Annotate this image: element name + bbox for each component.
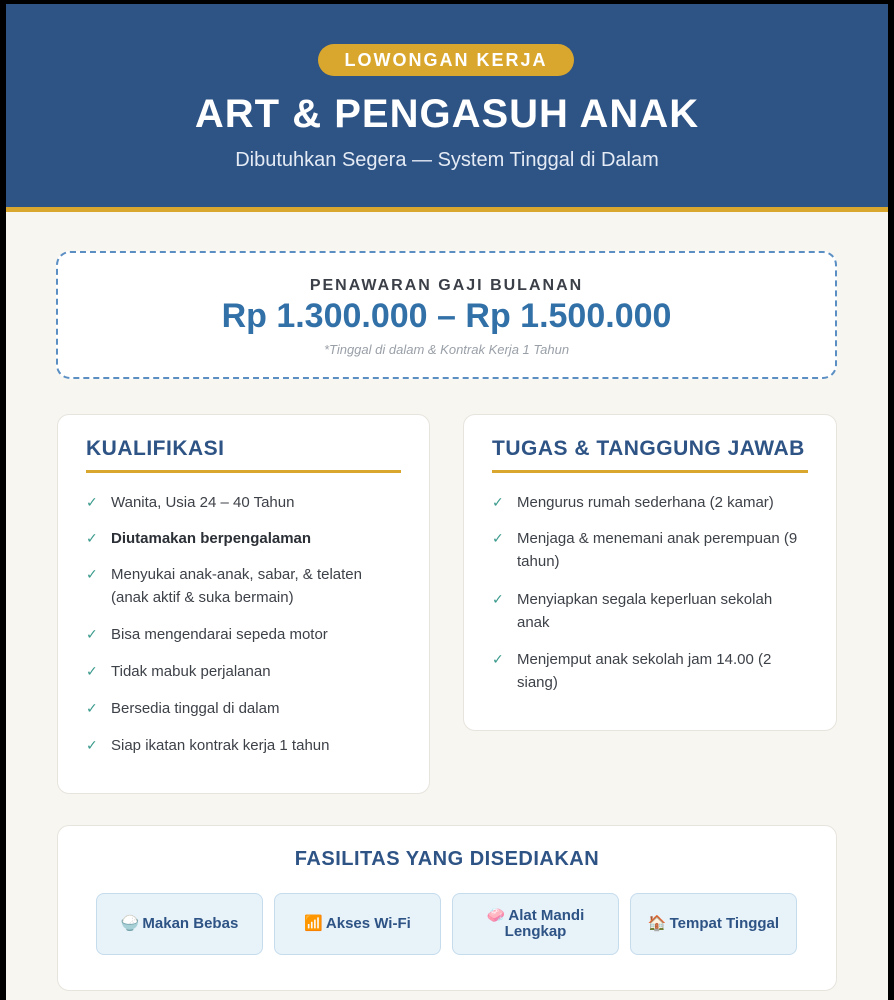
page-title: ART & PENGASUH ANAK [194, 92, 700, 136]
list-item [86, 697, 406, 720]
house-icon: 🏠 [647, 915, 667, 932]
check-icon: ✓ [492, 494, 504, 510]
list-item [492, 527, 812, 573]
facilities-card [57, 825, 837, 991]
list-item [86, 491, 406, 514]
list-item [492, 491, 812, 514]
list-item [86, 527, 406, 550]
facility-item-toiletries [452, 893, 619, 955]
list-item-text: Bersedia tinggal di dalam [111, 700, 280, 717]
list-item-text: Bisa mengendarai sepeda motor [111, 626, 328, 643]
job-poster [6, 4, 888, 1000]
facility-label: Makan Bebas [142, 915, 239, 932]
rice-bowl-icon: 🍚 [120, 915, 140, 932]
title-divider [86, 470, 401, 473]
check-icon: ✓ [86, 663, 98, 679]
facilities-title: FASILITAS YANG DISEDIAKAN [294, 848, 600, 870]
check-icon: ✓ [86, 700, 98, 716]
list-item [492, 648, 812, 694]
list-item [492, 588, 812, 634]
wifi-signal-icon: 📶 [304, 915, 323, 932]
check-icon: ✓ [86, 737, 98, 753]
facility-item-meals [96, 893, 263, 955]
tasks-card [463, 414, 837, 731]
list-item-text: Wanita, Usia 24 – 40 Tahun [111, 494, 295, 511]
check-icon: ✓ [86, 530, 98, 546]
list-item [86, 734, 406, 757]
salary-note: *Tinggal di dalam & Kontrak Kerja 1 Tahun [323, 342, 570, 357]
list-item-text: Tidak mabuk perjalanan [111, 663, 271, 680]
salary-label: PENAWARAN GAJI BULANAN [309, 277, 584, 294]
list-item [86, 660, 406, 683]
list-item [86, 623, 406, 646]
check-icon: ✓ [86, 566, 98, 582]
facility-label: Akses Wi-Fi [325, 915, 411, 932]
list-item [86, 563, 406, 609]
facility-label: Tempat Tinggal [669, 915, 780, 932]
page-subtitle: Dibutuhkan Segera — System Tinggal di Dalam [235, 149, 659, 171]
list-item-text: Menjaga & menemani anak perempuan (9 tahun) [517, 530, 798, 570]
tasks-title: TUGAS & TANGGUNG JAWAB [492, 437, 805, 460]
soap-icon: 🧼 [486, 907, 506, 924]
qualifications-title: KUALIFIKASI [86, 437, 225, 460]
facility-label: Alat Mandi Lengkap [504, 907, 585, 940]
check-icon: ✓ [492, 530, 504, 546]
facility-item-wifi [274, 893, 441, 955]
check-icon: ✓ [86, 494, 98, 510]
list-item-text: Siap ikatan kontrak kerja 1 tahun [111, 737, 330, 754]
check-icon: ✓ [492, 651, 504, 667]
list-item-text: Menjemput anak sekolah jam 14.00 (2 siang) [517, 651, 772, 691]
list-item-text: Menyiapkan segala keperluan sekolah anak [517, 591, 773, 631]
header-banner [6, 4, 888, 212]
list-item-text: Diutamakan berpengalaman [111, 530, 312, 547]
qualifications-card [57, 414, 430, 794]
list-item-text: Menyukai anak-anak, sabar, & telaten (anak aktif & suka bermain) [111, 566, 362, 606]
list-item-text: Mengurus rumah sederhana (2 kamar) [517, 494, 774, 511]
check-icon: ✓ [492, 591, 504, 607]
facility-item-housing [630, 893, 797, 955]
check-icon: ✓ [86, 626, 98, 642]
job-vacancy-badge: LOWONGAN KERJA [318, 44, 574, 76]
title-divider [492, 470, 808, 473]
salary-offer-box [56, 251, 837, 379]
salary-value: Rp 1.300.000 – Rp 1.500.000 [221, 297, 672, 335]
